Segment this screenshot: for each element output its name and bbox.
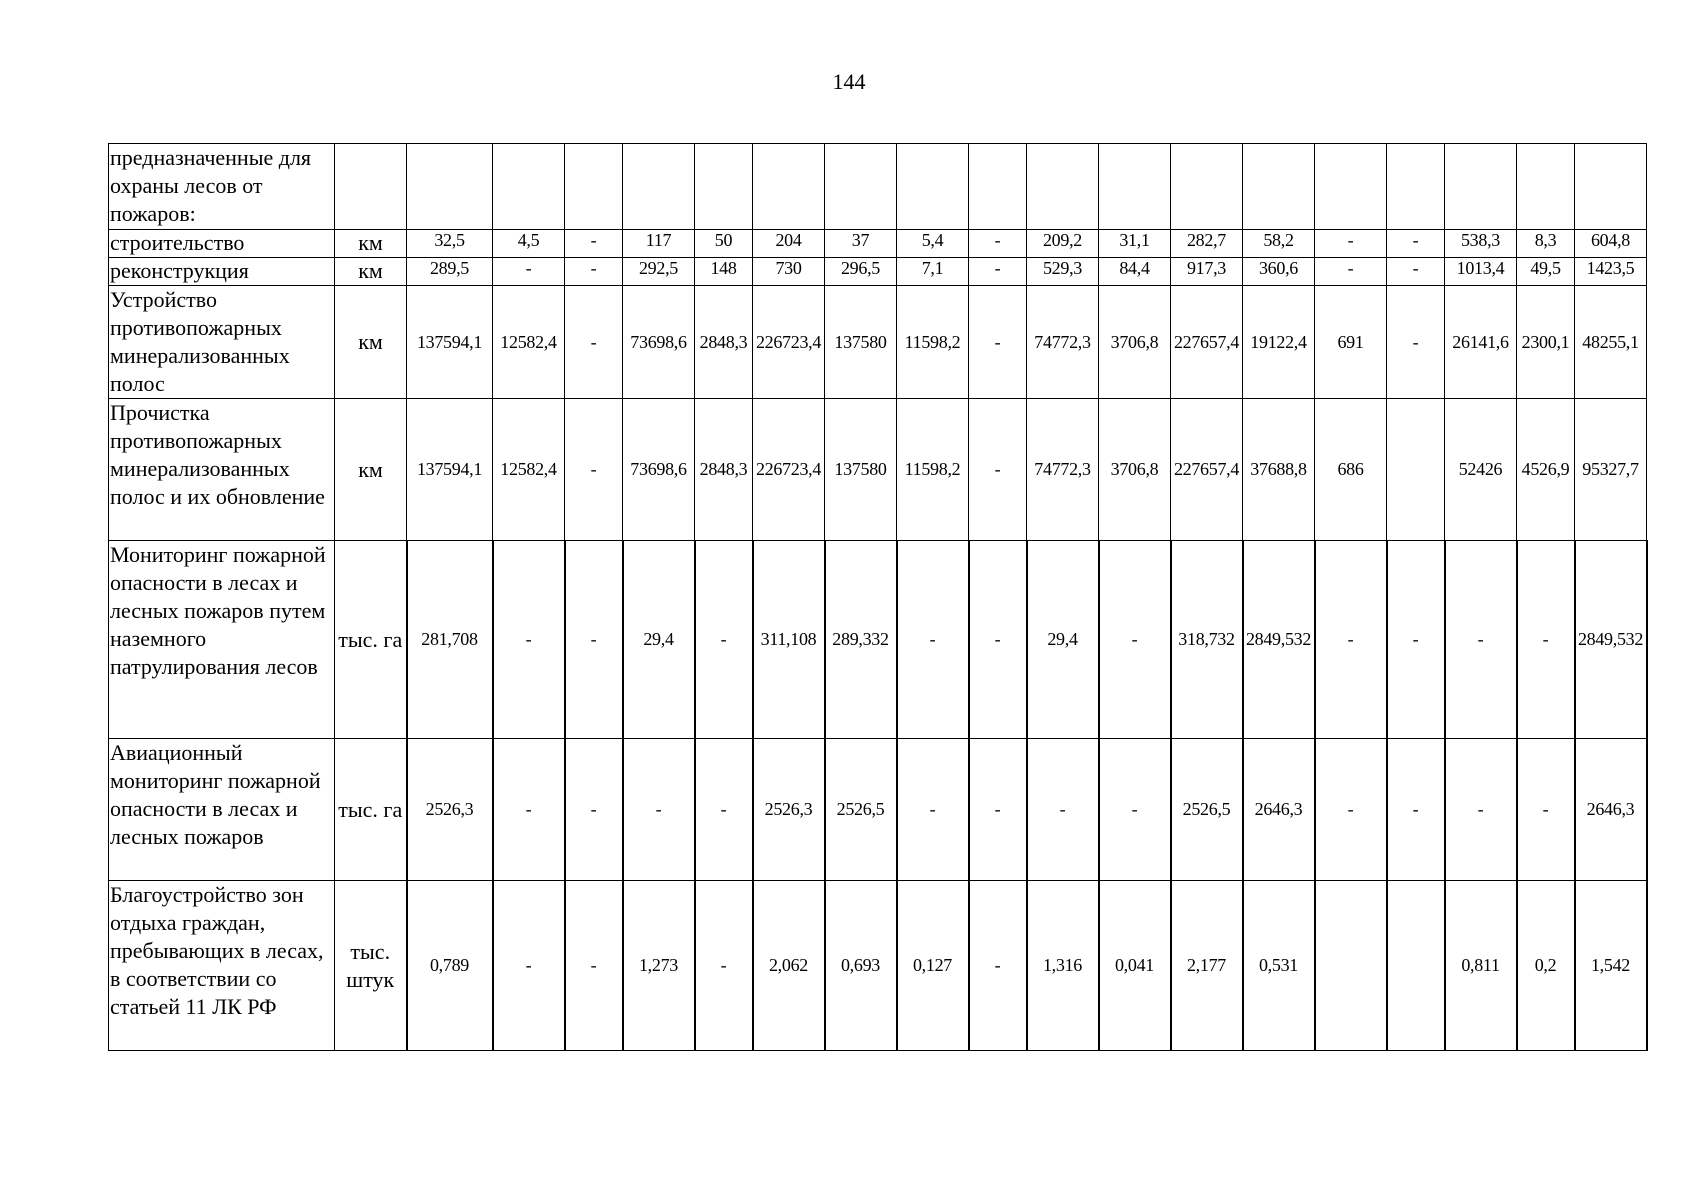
- value-cell: 2646,3: [1243, 739, 1315, 881]
- indicator-name-cell: строительство: [109, 230, 335, 258]
- value-cell: -: [1099, 739, 1171, 881]
- value-cell: 686: [1315, 399, 1387, 541]
- unit-cell: км: [335, 399, 407, 541]
- value-cell: 11598,2: [897, 399, 969, 541]
- value-cell: 0,2: [1517, 881, 1575, 1051]
- indicator-name-cell: Авиационный мониторинг пожарной опасности в лесах и лесных пожаров: [109, 739, 335, 881]
- value-cell: 2300,1: [1517, 286, 1575, 399]
- value-cell: [407, 144, 493, 230]
- value-cell: -: [897, 541, 969, 739]
- row-firebreak-cleaning: [109, 399, 1647, 541]
- value-cell: [623, 144, 695, 230]
- value-cell: -: [1027, 739, 1099, 881]
- value-cell: 2526,3: [753, 739, 825, 881]
- value-cell: 48255,1: [1575, 286, 1647, 399]
- value-cell: [1387, 881, 1445, 1051]
- value-cell: [897, 144, 969, 230]
- value-cell: [1027, 144, 1099, 230]
- value-cell: -: [493, 541, 565, 739]
- value-cell: 95327,7: [1575, 399, 1647, 541]
- value-cell: -: [565, 881, 623, 1051]
- value-cell: 12582,4: [493, 399, 565, 541]
- row-fire-protection-roads-header: [109, 144, 1647, 230]
- value-cell: 1,542: [1575, 881, 1647, 1051]
- value-cell: -: [969, 541, 1027, 739]
- value-cell: 227657,4: [1171, 286, 1243, 399]
- value-cell: 1423,5: [1575, 258, 1647, 286]
- unit-cell: тыс. га: [335, 739, 407, 881]
- value-cell: 148: [695, 258, 753, 286]
- value-cell: [1387, 144, 1445, 230]
- value-cell: 282,7: [1171, 230, 1243, 258]
- value-cell: 0,041: [1099, 881, 1171, 1051]
- unit-cell: км: [335, 258, 407, 286]
- value-cell: -: [493, 258, 565, 286]
- page-number: 144: [832, 69, 866, 94]
- value-cell: -: [1315, 258, 1387, 286]
- value-cell: 730: [753, 258, 825, 286]
- value-cell: 691: [1315, 286, 1387, 399]
- value-cell: -: [1099, 541, 1171, 739]
- value-cell: [1575, 144, 1647, 230]
- value-cell: 37: [825, 230, 897, 258]
- value-cell: -: [1315, 541, 1387, 739]
- value-cell: -: [969, 399, 1027, 541]
- value-cell: -: [565, 739, 623, 881]
- value-cell: 37688,8: [1243, 399, 1315, 541]
- value-cell: -: [1517, 739, 1575, 881]
- value-cell: [1243, 144, 1315, 230]
- value-cell: 73698,6: [623, 286, 695, 399]
- value-cell: 538,3: [1445, 230, 1517, 258]
- value-cell: 292,5: [623, 258, 695, 286]
- value-cell: 137594,1: [407, 399, 493, 541]
- value-cell: 137580: [825, 286, 897, 399]
- value-cell: 5,4: [897, 230, 969, 258]
- value-cell: [1099, 144, 1171, 230]
- value-cell: -: [565, 399, 623, 541]
- value-cell: 137594,1: [407, 286, 493, 399]
- value-cell: -: [969, 881, 1027, 1051]
- value-cell: 137580: [825, 399, 897, 541]
- value-cell: 917,3: [1171, 258, 1243, 286]
- value-cell: [1387, 399, 1445, 541]
- value-cell: 281,708: [407, 541, 493, 739]
- indicator-name-cell: Благоустройство зон отдыха граждан, пребывающих в лесах, в соответствии со статьей 11 ЛК РФ: [109, 881, 335, 1051]
- value-cell: 1,273: [623, 881, 695, 1051]
- value-cell: -: [969, 286, 1027, 399]
- unit-cell: тыс. штук: [335, 881, 407, 1051]
- value-cell: 0,531: [1243, 881, 1315, 1051]
- value-cell: 3706,8: [1099, 286, 1171, 399]
- value-cell: [565, 144, 623, 230]
- value-cell: 4,5: [493, 230, 565, 258]
- value-cell: [1517, 144, 1575, 230]
- value-cell: -: [695, 881, 753, 1051]
- value-cell: 0,811: [1445, 881, 1517, 1051]
- value-cell: -: [1445, 739, 1517, 881]
- value-cell: 289,332: [825, 541, 897, 739]
- forest-protection-table: [108, 143, 1648, 1051]
- value-cell: 296,5: [825, 258, 897, 286]
- value-cell: -: [1387, 541, 1445, 739]
- row-firebreak-construction: [109, 286, 1647, 399]
- value-cell: 318,732: [1171, 541, 1243, 739]
- value-cell: 2,062: [753, 881, 825, 1051]
- value-cell: 2526,3: [407, 739, 493, 881]
- row-reconstruction: [109, 258, 1647, 286]
- value-cell: 209,2: [1027, 230, 1099, 258]
- indicator-name-cell: Мониторинг пожарной опасности в лесах и лесных пожаров путем наземного патрулирования лесов: [109, 541, 335, 739]
- value-cell: -: [1387, 230, 1445, 258]
- value-cell: 19122,4: [1243, 286, 1315, 399]
- value-cell: 204: [753, 230, 825, 258]
- value-cell: -: [695, 541, 753, 739]
- value-cell: 73698,6: [623, 399, 695, 541]
- value-cell: 31,1: [1099, 230, 1171, 258]
- value-cell: 2526,5: [825, 739, 897, 881]
- value-cell: 50: [695, 230, 753, 258]
- value-cell: 84,4: [1099, 258, 1171, 286]
- value-cell: -: [1387, 258, 1445, 286]
- value-cell: -: [565, 541, 623, 739]
- value-cell: 117: [623, 230, 695, 258]
- indicator-name-cell: Устройство противопожарных минерализованных полос: [109, 286, 335, 399]
- value-cell: 29,4: [1027, 541, 1099, 739]
- value-cell: [493, 144, 565, 230]
- indicator-name-cell: предназначенные для охраны лесов от пожаров:: [109, 144, 335, 230]
- value-cell: -: [565, 258, 623, 286]
- value-cell: 2849,532: [1243, 541, 1315, 739]
- value-cell: 11598,2: [897, 286, 969, 399]
- value-cell: [753, 144, 825, 230]
- value-cell: 0,127: [897, 881, 969, 1051]
- value-cell: 52426: [1445, 399, 1517, 541]
- value-cell: 529,3: [1027, 258, 1099, 286]
- value-cell: 2849,532: [1575, 541, 1647, 739]
- value-cell: 2646,3: [1575, 739, 1647, 881]
- value-cell: 8,3: [1517, 230, 1575, 258]
- value-cell: 226723,4: [753, 399, 825, 541]
- value-cell: [1171, 144, 1243, 230]
- value-cell: 2848,3: [695, 399, 753, 541]
- value-cell: -: [565, 230, 623, 258]
- value-cell: -: [565, 286, 623, 399]
- value-cell: -: [969, 230, 1027, 258]
- value-cell: 4526,9: [1517, 399, 1575, 541]
- value-cell: -: [969, 739, 1027, 881]
- indicator-name-cell: Прочистка противопожарных минерализованных полос и их обновление: [109, 399, 335, 541]
- value-cell: 2,177: [1171, 881, 1243, 1051]
- row-aviation-monitoring: [109, 739, 1647, 881]
- value-cell: -: [1445, 541, 1517, 739]
- value-cell: -: [1387, 739, 1445, 881]
- value-cell: -: [897, 739, 969, 881]
- value-cell: [1315, 144, 1387, 230]
- value-cell: 227657,4: [1171, 399, 1243, 541]
- value-cell: [1445, 144, 1517, 230]
- value-cell: -: [969, 258, 1027, 286]
- value-cell: -: [1517, 541, 1575, 739]
- value-cell: 289,5: [407, 258, 493, 286]
- value-cell: 58,2: [1243, 230, 1315, 258]
- value-cell: -: [623, 739, 695, 881]
- value-cell: 12582,4: [493, 286, 565, 399]
- value-cell: -: [1387, 286, 1445, 399]
- value-cell: 32,5: [407, 230, 493, 258]
- value-cell: 604,8: [1575, 230, 1647, 258]
- value-cell: 2526,5: [1171, 739, 1243, 881]
- value-cell: [969, 144, 1027, 230]
- value-cell: [1315, 881, 1387, 1051]
- value-cell: [695, 144, 753, 230]
- value-cell: -: [1315, 739, 1387, 881]
- value-cell: 360,6: [1243, 258, 1315, 286]
- value-cell: -: [493, 881, 565, 1051]
- value-cell: 0,693: [825, 881, 897, 1051]
- unit-cell: тыс. га: [335, 541, 407, 739]
- unit-cell: [335, 144, 407, 230]
- value-cell: -: [1315, 230, 1387, 258]
- value-cell: [825, 144, 897, 230]
- value-cell: 226723,4: [753, 286, 825, 399]
- value-cell: 7,1: [897, 258, 969, 286]
- value-cell: 0,789: [407, 881, 493, 1051]
- row-construction: [109, 230, 1647, 258]
- indicator-name-cell: реконструкция: [109, 258, 335, 286]
- value-cell: 49,5: [1517, 258, 1575, 286]
- row-ground-patrol-monitoring: [109, 541, 1647, 739]
- value-cell: 74772,3: [1027, 399, 1099, 541]
- row-recreation-zones: [109, 881, 1647, 1051]
- value-cell: 2848,3: [695, 286, 753, 399]
- unit-cell: км: [335, 286, 407, 399]
- value-cell: 1013,4: [1445, 258, 1517, 286]
- value-cell: -: [695, 739, 753, 881]
- value-cell: 29,4: [623, 541, 695, 739]
- value-cell: 3706,8: [1099, 399, 1171, 541]
- value-cell: 26141,6: [1445, 286, 1517, 399]
- value-cell: -: [493, 739, 565, 881]
- value-cell: 74772,3: [1027, 286, 1099, 399]
- unit-cell: км: [335, 230, 407, 258]
- value-cell: 311,108: [753, 541, 825, 739]
- value-cell: 1,316: [1027, 881, 1099, 1051]
